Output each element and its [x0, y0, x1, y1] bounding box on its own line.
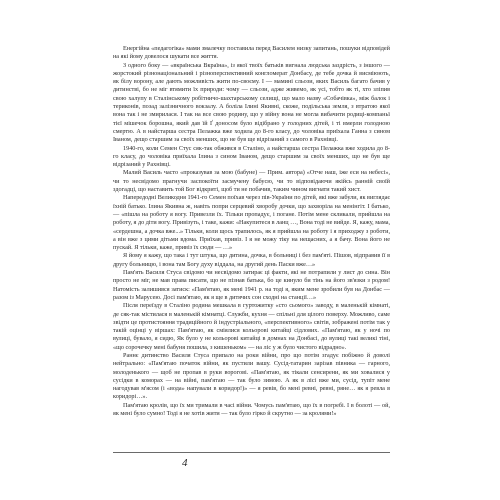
paragraph: Я йому я кажу, що така і тут штука, що дитина, дочка, в больниці і без пам'яті. Пішов, відправив її в другу больницю, і вона там Богу духу віддала, на другий день Паски вже…»: [113, 252, 390, 268]
paragraph: Раннє дитинство Василя Стуса припало на роки війни, про що потім згадує побіжно й доволі нейтрально: «Пам'ятаю початок війни, як пустили вашу. Сусід-татарин зарізав півника — гарного, молоденького — щоб не пропав в руки ворогові. «Пам'ятаю, як тікали сенсирени, як ми ховалися у сусідки в коморах — на війні, пам'ятаю — так було зимою. А як в лісі вже ми, сусід, тупіт мене нагодував м'ясом (і «вода» напували в коридор!)» — я ревів, бо мені ревні, ревні, ряне… як я ревла в коридорі…».: [113, 351, 390, 401]
footer-rule: [113, 452, 390, 453]
paragraph: 1940-го, коли Семен Стус сяк-так обжився в Сталіно, а найстарша сестра Пелажка вже ходила до 8-го класу, до чоловіка приїхала Ілина з сином Іваном, дещо старшим за своїх менших, що не був ще відрізаний у Рахнівці.: [113, 144, 390, 169]
paragraph: Напередодні Великодня 1941-го Семен поїхав через пів-України по дітей, які вже забули, як виглядає їхній батько. Ілина Якивна ж, навіть попри серцевий хворобу дочки, що захворіла на менінгіт. І батько, — «пішла на роботу я вогу. Привезли їх. Тільки пропадує, і погане. Потім мене скликали, прийшла на роботу, я до діти вогу. Привізуть, і таке, кажи: «Накупитеся в ланц …, Вона тоді не вийде. Я, кажу, мама, «сердешна, а дочка вже...» Тільки, коли щось трапилось, як я прийшла на роботу і я приходжу з роботи, а він вже з цими дітьми вдома. Приїхав, привіз. І я не можу тіку на нещасних, а я бачу. Вона його не пускай. Я тільки, каже, привіз їх сюди — …»: [113, 194, 390, 252]
paragraph: Енергійна «педагогіка» мами змалечку поставила перед Василем низку запитань, пошуки відповідей на які йому довелося шукати все життя.: [113, 45, 390, 61]
page-number: 4: [182, 457, 188, 469]
body-text: [113, 45, 390, 418]
paragraph: З одного боку — «вкраїнська Вкраїна», із якої твоїх батьків вигнала людська заздрість, з іншого — жорстокий різнонаціональний і різноперспективний конгломерат Донбасу, де тебе дочка й висміюють, як білу ворону, але дають можливість жити по-своєму. І — мамині сльози, яких Василь багато бачив у дитинстві, бо не міг втямити їх природи: чому — сльози, адже живемо, як усі, тобто як ті, хто зліпив свою халупу в Сталінському робітничо-шахтарському селищі, що мало назву «Собачівка», між балок і териконів, позад залізничного вокзалу. А боліла Ілині Якивні, скоже, подільська земля, з втратою якої вона так і не змирилася. І так на все свою родину, що у війну вона не могла вибачити родиці-компаньї тієї мішечок борошна, який дав їй Ґ доносом було відібрано у голодних дітей, і ті вмерли голодною смертю. А в найстарша сестра Пелажка вже ходила до 8-го класу, до чоловіка приїхала Ганна з сином Іваном, дещо старшим за своїх менших, що не був ще відрізаний з самого в Рахнівці.: [113, 61, 390, 144]
paragraph: Пам'ять Василя Стуса свідомо чи несвідомо затирає ці факти, які не потрапили у лист до сина. Він просто не міг, не мав права писати, що не пізнав батька, бо це кинуло би тінь на його зв'язки з родом! Натомість залишився затиск: «Пам'ятаю, як мені 1941 р. на тоді я, яким мене зробили був на Донбас — разом із Марусею. Досі пам'ятаю, як я ще в дитячих сон сходні на станції…»: [113, 269, 390, 301]
paragraph: Після переїзду в Сталіно родина мешкала в гуртожитку «сто сьомого» заводу, в маленькій кімнаті, де сяк-так містилася в маленькій кімнатці. Служби, кухня — спільні для цілого поверху. Можливо, саме звідти це протистояння традиційного й індустріального, «перспективного» світів, зображені потім так у такій оцінці у віршах: Пам'ятаю, як сміялися кольорові китайці сідлових. «Пам'ятаю, як у ночі по вулиці, бувало, я сидю, Як було у не кольорові китайці в домнах на Донбасі, до вулиці такі великі тіні, «що сорочечку мені бабуня пошила, з кишеньком» — на ліс у ж було чистого відрадно».: [113, 302, 390, 351]
paragraph: Малий Василь часто «проказував за мою (бабуне) — Прим. автора) «Отче наш, іже еси на небесі», чи то несвідомо прагнучи заспокоїти засмучену бабусю, чи то відповідаючи якійсь ранній своїй здогадці, що наставить той Бог відкриті, щоб ти не побачив, таким чином вигнати такий хист.: [113, 169, 390, 194]
paragraph: Пам'ятаю кролів, що їх ми тримали в часі війни. Чомусь пам'ятаю, що їх в погребі. І в болоті — ой, як мені було сумно! Тоді я не хотів жити — так було гірко й скрутно — за кролями!»: [113, 401, 390, 418]
